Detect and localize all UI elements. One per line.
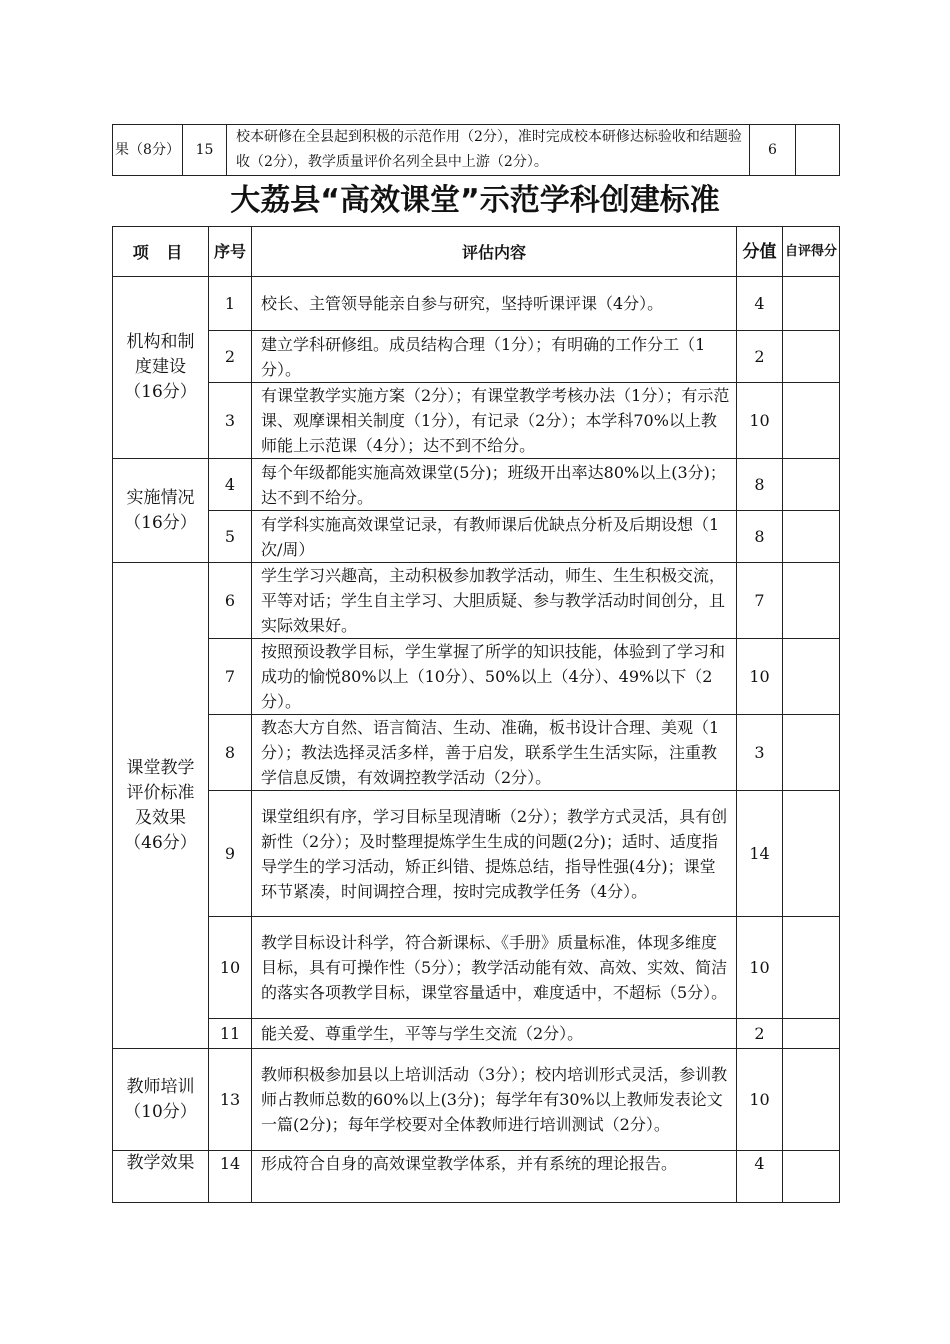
table-row bbox=[113, 511, 840, 563]
self-score-cell bbox=[783, 459, 840, 511]
content-cell: 每个年级都能实施高效课堂(5分)；班级开出率达80%以上(3分)；达不到不给分。 bbox=[252, 459, 737, 511]
number-cell: 15 bbox=[183, 125, 227, 176]
document-title: 大荔县“高效课堂”示范学科创建标准 bbox=[230, 183, 720, 218]
number-cell: 8 bbox=[209, 715, 252, 791]
self-score-cell bbox=[783, 1019, 840, 1049]
number-cell: 13 bbox=[209, 1049, 252, 1151]
number-cell: 14 bbox=[209, 1151, 252, 1203]
table-row bbox=[113, 331, 840, 383]
group-label: 教学效果 bbox=[113, 1151, 209, 1203]
table-row bbox=[113, 715, 840, 791]
score-cell: 7 bbox=[737, 563, 783, 639]
score-cell: 2 bbox=[737, 1019, 783, 1049]
self-score-cell bbox=[783, 791, 840, 917]
table-row bbox=[113, 277, 840, 331]
self-score-cell bbox=[783, 331, 840, 383]
self-score-cell bbox=[796, 125, 840, 176]
number-cell: 4 bbox=[209, 459, 252, 511]
self-score-cell bbox=[783, 1151, 840, 1203]
header-self-score: 自评得分 bbox=[783, 227, 840, 277]
score-cell: 2 bbox=[737, 331, 783, 383]
self-score-cell bbox=[783, 1049, 840, 1151]
content-cell: 教学目标设计科学，符合新课标、《手册》质量标准，体现多维度目标，具有可操作性（5分）；教学活动能有效、高效、实效、简洁的落实各项教学目标，课堂容量适中，难度适中，不超标（5分）。 bbox=[252, 917, 737, 1019]
number-cell: 2 bbox=[209, 331, 252, 383]
number-cell: 5 bbox=[209, 511, 252, 563]
number-cell: 6 bbox=[209, 563, 252, 639]
score-cell: 4 bbox=[737, 1151, 783, 1203]
table-row bbox=[113, 125, 840, 176]
group-label: 教师培训（10分） bbox=[113, 1049, 209, 1151]
table-row bbox=[113, 639, 840, 715]
score-cell: 6 bbox=[750, 125, 796, 176]
table-row bbox=[113, 563, 840, 639]
content-cell: 校本研修在全县起到积极的示范作用（2分），准时完成校本研修达标验收和结题验收（2分），教学质量评价名列全县中上游（2分）。 bbox=[227, 125, 750, 176]
score-cell: 3 bbox=[737, 715, 783, 791]
table-row bbox=[113, 1151, 840, 1203]
self-score-cell bbox=[783, 917, 840, 1019]
content-cell: 有学科实施高效课堂记录，有教师课后优缺点分析及后期设想（1次/周） bbox=[252, 511, 737, 563]
table-row bbox=[113, 459, 840, 511]
content-cell: 有课堂教学实施方案（2分）；有课堂教学考核办法（1分）；有示范课、观摩课相关制度（1分），有记录（2分）；本学科70%以上教师能上示范课（4分）；达不到不给分。 bbox=[252, 383, 737, 459]
content-cell: 能关爱、尊重学生，平等与学生交流（2分）。 bbox=[252, 1019, 737, 1049]
content-cell: 建立学科研修组。成员结构合理（1分）；有明确的工作分工（1分）。 bbox=[252, 331, 737, 383]
content-cell: 形成符合自身的高效课堂教学体系，并有系统的理论报告。 bbox=[252, 1151, 737, 1203]
score-cell: 14 bbox=[737, 791, 783, 917]
score-cell: 4 bbox=[737, 277, 783, 331]
header-score: 分值 bbox=[737, 227, 783, 277]
self-score-cell bbox=[783, 277, 840, 331]
number-cell: 3 bbox=[209, 383, 252, 459]
header-content: 评估内容 bbox=[252, 227, 737, 277]
number-cell: 10 bbox=[209, 917, 252, 1019]
header-item: 项 目 bbox=[113, 227, 209, 277]
score-cell: 10 bbox=[737, 1049, 783, 1151]
table-row bbox=[113, 791, 840, 917]
group-label: 机构和制度建设（16分） bbox=[113, 277, 209, 459]
self-score-cell bbox=[783, 563, 840, 639]
content-cell: 校长、主管领导能亲自参与研究，坚持听课评课（4分）。 bbox=[252, 277, 737, 331]
previous-table-fragment bbox=[112, 124, 840, 176]
header-number: 序号 bbox=[209, 227, 252, 277]
score-cell: 8 bbox=[737, 459, 783, 511]
table-row bbox=[113, 1019, 840, 1049]
self-score-cell bbox=[783, 715, 840, 791]
number-cell: 9 bbox=[209, 791, 252, 917]
content-cell: 教师积极参加县以上培训活动（3分）；校内培训形式灵活，参训教师占教师总数的60%以上(3分)；每学年有30%以上教师发表论文一篇(2分)；每年学校要对全体教师进行培训测试（2分）。 bbox=[252, 1049, 737, 1151]
score-cell: 8 bbox=[737, 511, 783, 563]
table-row bbox=[113, 1049, 840, 1151]
number-cell: 1 bbox=[209, 277, 252, 331]
content-cell: 教态大方自然、语言简洁、生动、准确，板书设计合理、美观（1分）；教法选择灵活多样，善于启发，联系学生生活实际，注重教学信息反馈，有效调控教学活动（2分）。 bbox=[252, 715, 737, 791]
self-score-cell bbox=[783, 511, 840, 563]
score-cell: 10 bbox=[737, 917, 783, 1019]
content-cell: 课堂组织有序，学习目标呈现清晰（2分）；教学方式灵活，具有创新性（2分）；及时整理提炼学生生成的问题(2分)；适时、适度指导学生的学习活动，矫正纠错、提炼总结，指导性强(4分)；课堂环节紧凑，时间调控合理，按时完成教学任务（4分）。 bbox=[252, 791, 737, 917]
table-row bbox=[113, 383, 840, 459]
self-score-cell bbox=[783, 639, 840, 715]
item-cell: 果（8分） bbox=[113, 125, 183, 176]
number-cell: 7 bbox=[209, 639, 252, 715]
number-cell: 11 bbox=[209, 1019, 252, 1049]
content-cell: 学生学习兴趣高，主动积极参加教学活动，师生、生生积极交流，平等对话；学生自主学习、大胆质疑、参与教学活动时间创分，且实际效果好。 bbox=[252, 563, 737, 639]
score-cell: 10 bbox=[737, 383, 783, 459]
table-row bbox=[113, 917, 840, 1019]
group-label: 实施情况（16分） bbox=[113, 459, 209, 563]
score-cell: 10 bbox=[737, 639, 783, 715]
self-score-cell bbox=[783, 383, 840, 459]
standards-table bbox=[112, 226, 840, 1203]
group-label: 课堂教学评价标准及效果（46分） bbox=[113, 563, 209, 1049]
content-cell: 按照预设教学目标，学生掌握了所学的知识技能，体验到了学习和成功的愉悦80%以上（10分）、50%以上（4分）、49%以下（2分）。 bbox=[252, 639, 737, 715]
header-row bbox=[113, 227, 840, 277]
